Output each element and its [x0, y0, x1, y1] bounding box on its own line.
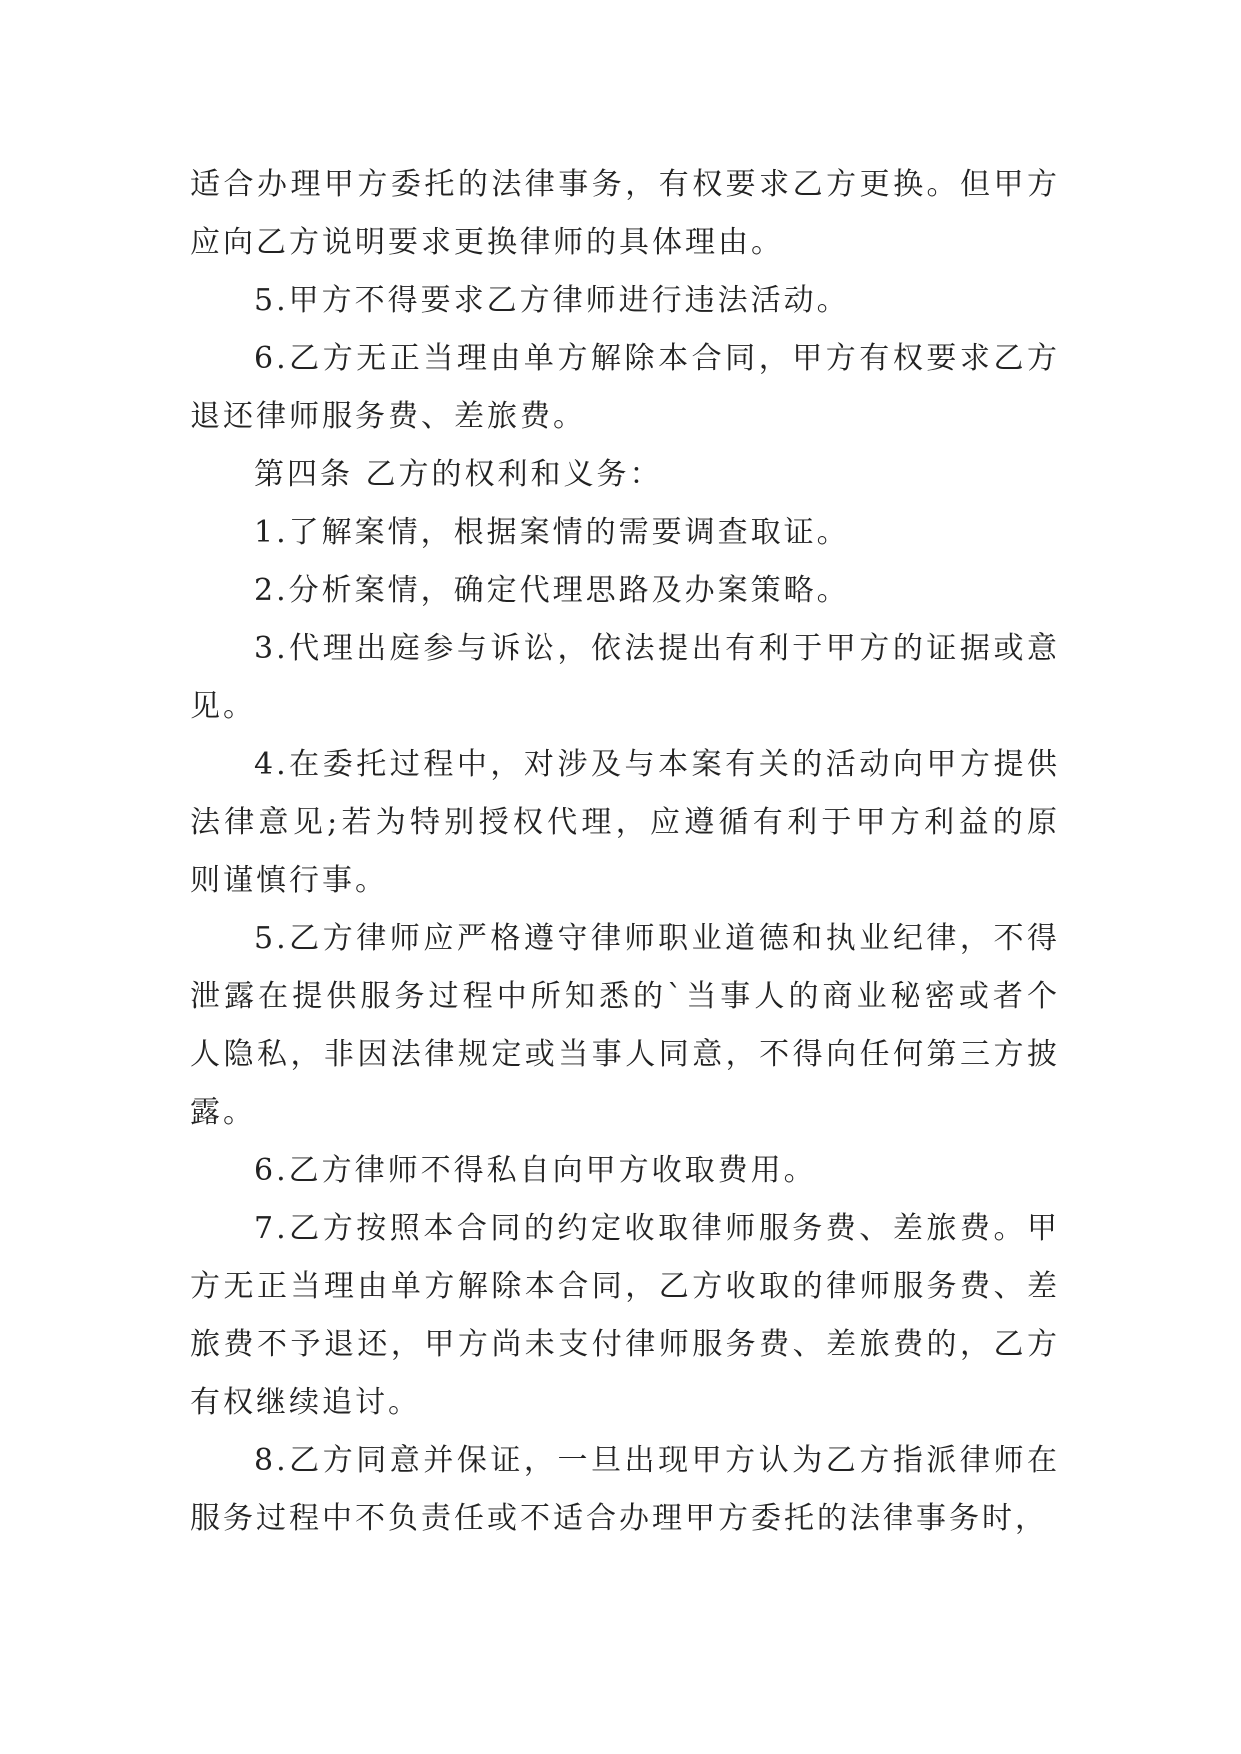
- paragraph-clause-3-6: 6.乙方无正当理由单方解除本合同，甲方有权要求乙方退还律师服务费、差旅费。: [190, 341, 1060, 434]
- paragraph-clause-4-8: 8.乙方同意并保证，一旦出现甲方认为乙方指派律师在服务过程中不负责任或不适合办理甲方委托的法律事务时，: [190, 1443, 1060, 1536]
- paragraph-clause-4-3: 3.代理出庭参与诉讼，依法提出有利于甲方的证据或意见。: [190, 631, 1060, 724]
- document-body: [190, 156, 1060, 1548]
- paragraph-clause-4-4: 4.在委托过程中，对涉及与本案有关的活动向甲方提供法律意见;若为特别授权代理，应遵循有利于甲方利益的原则谨慎行事。: [190, 747, 1060, 898]
- paragraph-clause-4-2: 2.分析案情，确定代理思路及办案策略。: [254, 573, 850, 608]
- paragraph-clause-3-5: 5.甲方不得要求乙方律师进行违法活动。: [254, 283, 850, 318]
- paragraph-continuation: 适合办理甲方委托的法律事务，有权要求乙方更换。但甲方应向乙方说明要求更换律师的具体理由。: [190, 167, 1060, 260]
- section-heading-article-4: 第四条 乙方的权利和义务：: [254, 457, 663, 492]
- paragraph-clause-4-1: 1.了解案情，根据案情的需要调查取证。: [254, 515, 850, 550]
- paragraph-clause-4-6: 6.乙方律师不得私自向甲方收取费用。: [254, 1153, 817, 1188]
- paragraph-clause-4-5: 5.乙方律师应严格遵守律师职业道德和执业纪律，不得泄露在提供服务过程中所知悉的`当事人的商业秘密或者个人隐私，非因法律规定或当事人同意，不得向任何第三方披露。: [190, 921, 1060, 1130]
- paragraph-clause-4-7: 7.乙方按照本合同的约定收取律师服务费、差旅费。甲方无正当理由单方解除本合同，乙方收取的律师服务费、差旅费不予退还，甲方尚未支付律师服务费、差旅费的，乙方有权继续追讨。: [190, 1211, 1060, 1420]
